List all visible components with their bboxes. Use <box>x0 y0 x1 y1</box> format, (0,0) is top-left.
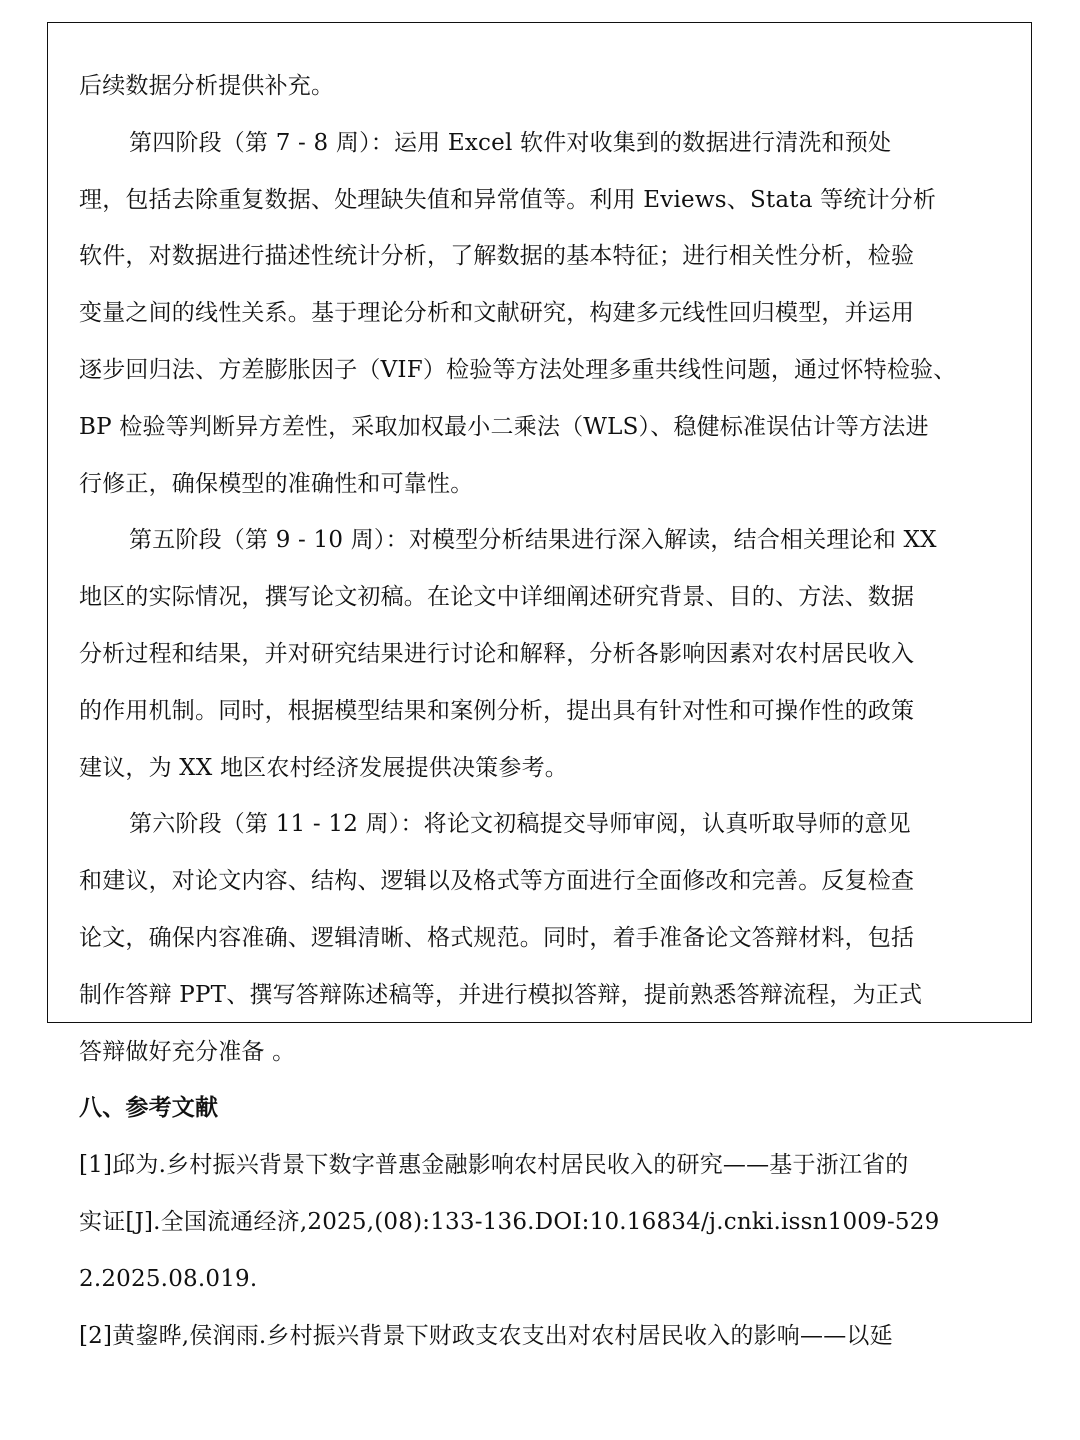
text-line: 软件，对数据进行描述性统计分析，了解数据的基本特征；进行相关性分析，检验 <box>79 243 915 270</box>
reference-2: [2]黄鋆晔,侯润雨.乡村振兴背景下财政支农支出对农村居民收入的影响——以延 <box>79 1322 893 1349</box>
text-line: 建议，为 XX 地区农村经济发展提供决策参考。 <box>79 754 568 781</box>
text-line: 和建议，对论文内容、结构、逻辑以及格式等方面进行全面修改和完善。反复检查 <box>79 868 915 895</box>
text-line: 分析过程和结果，并对研究结果进行讨论和解释，分析各影响因素对农村居民收入 <box>79 640 915 667</box>
text-line: 逐步回归法、方差膨胀因子（VIF）检验等方法处理多重共线性问题，通过怀特检验、 <box>79 356 957 383</box>
paragraph-stage-6: 第六阶段（第 11 - 12 周）：将论文初稿提交导师审阅，认真听取导师的意见 <box>129 811 911 838</box>
paragraph-stage-5: 第五阶段（第 9 - 10 周）：对模型分析结果进行深入解读，结合相关理论和 XX <box>129 527 937 554</box>
text-line: 后续数据分析提供补充。 <box>79 73 335 99</box>
text-line: 答辩做好充分准备 。 <box>79 1038 296 1065</box>
text-line: 变量之间的线性关系。基于理论分析和文献研究，构建多元线性回归模型，并运用 <box>79 300 915 327</box>
text-line: 制作答辩 PPT、撰写答辩陈述稿等，并进行模拟答辩，提前熟悉答辩流程，为正式 <box>79 981 923 1008</box>
document-body <box>79 58 1009 1364</box>
text-line: 的作用机制。同时，根据模型结果和案例分析，提出具有针对性和可操作性的政策 <box>79 697 915 724</box>
text-line: 论文，确保内容准确、逻辑清晰、格式规范。同时，着手准备论文答辩材料，包括 <box>79 924 915 951</box>
section-heading-references: 八、参考文献 <box>79 1094 219 1122</box>
text-line: BP 检验等判断异方差性，采取加权最小二乘法（WLS）、稳健标准误估计等方法进 <box>79 413 929 440</box>
reference-1: [1]邱为.乡村振兴背景下数字普惠金融影响农村居民收入的研究——基于浙江省的 <box>79 1152 909 1179</box>
text-line: 行修正，确保模型的准确性和可靠性。 <box>79 470 474 497</box>
paragraph-stage-4: 第四阶段（第 7 - 8 周）：运用 Excel 软件对收集到的数据进行清洗和预处 <box>129 129 892 156</box>
text-line: 地区的实际情况，撰写论文初稿。在论文中详细阐述研究背景、目的、方法、数据 <box>79 584 915 611</box>
reference-1-cont: 实证[J].全国流通经济,2025,(08):133-136.DOI:10.16834/j.cnki.issn1009-529 <box>79 1208 940 1235</box>
text-line: 理，包括去除重复数据、处理缺失值和异常值等。利用 Eviews、Stata 等统计分析 <box>79 186 937 213</box>
reference-1-cont: 2.2025.08.019. <box>79 1265 258 1292</box>
